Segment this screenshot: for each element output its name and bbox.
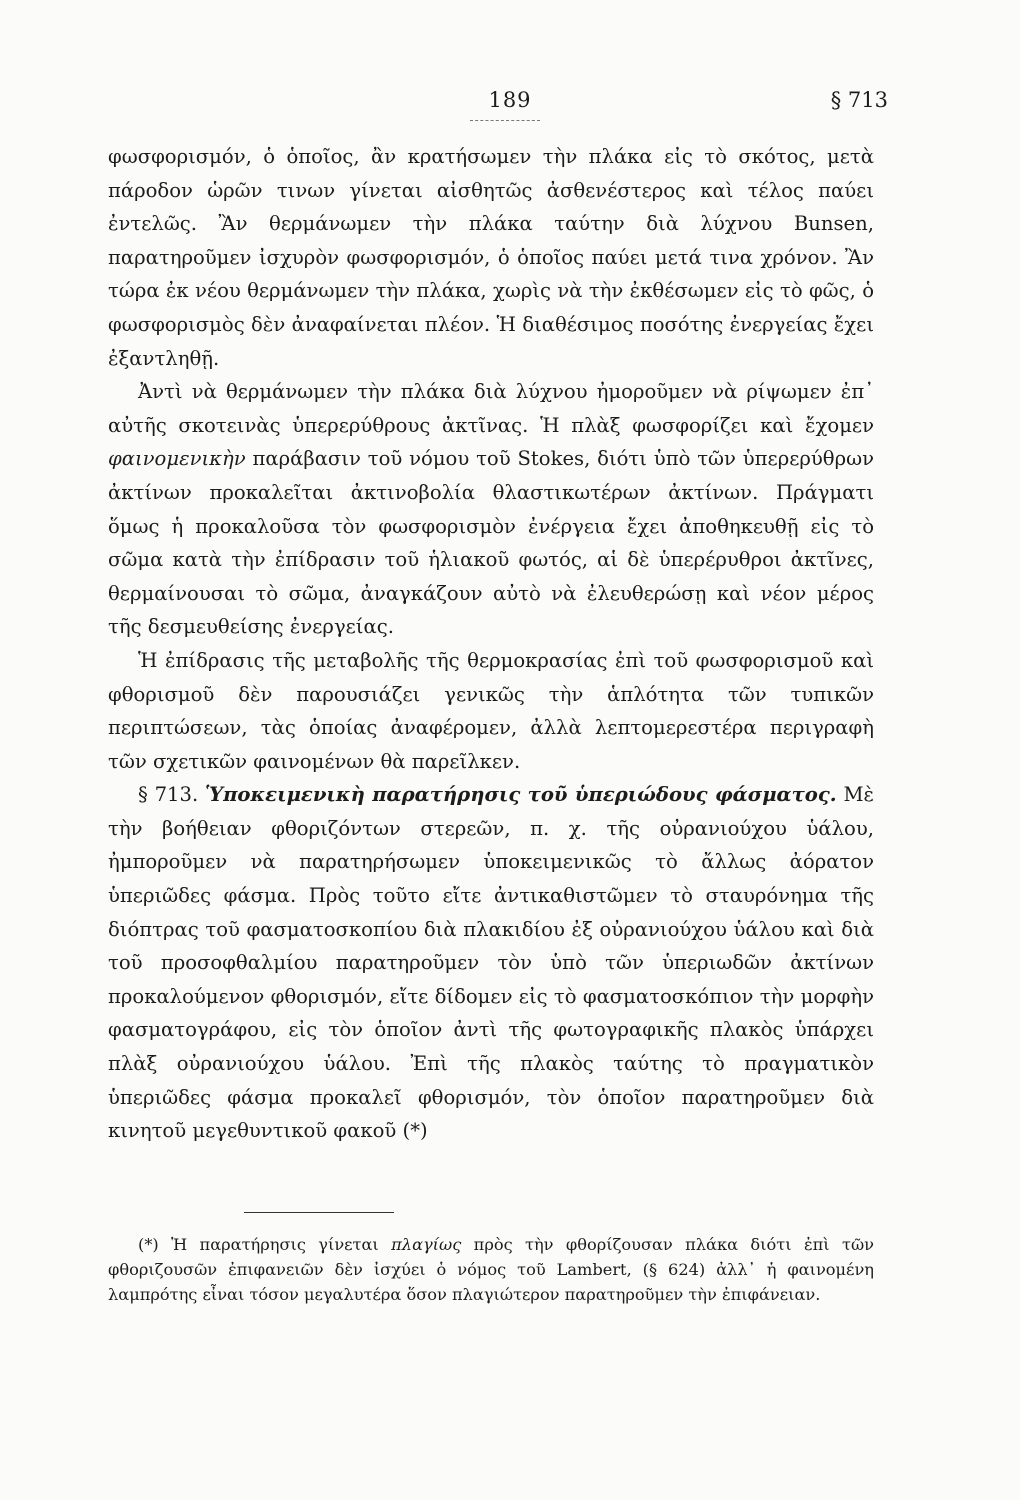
section-number: § 713.	[138, 783, 199, 807]
section-paragraph	[108, 778, 874, 1148]
paragraph-4: Μὲ τὴν βοήθειαν φθοριζόντων στερεῶν, π. χ. τῆς οὐρανιούχου ὑάλου, ἠμποροῦμεν νὰ παρατηρήσωμεν ὑποκειμενικῶς τὸ ἄλλως ἀόρατον ὑπεριῶδες φάσμα. Πρὸς τοῦτο εἴτε ἀντικαθιστῶμεν τὸ σταυρόνημα τῆς διόπτρας τοῦ φασματοσκοπίου διὰ πλακιδίου ἐξ οὐρανιούχου ὑάλου καὶ διὰ τοῦ προσοφθαλμίου παρατηροῦμεν τὸν ὑπὸ τῶν ὑπεριωδῶν ἀκτίνων προκαλούμενον φθορισμόν, εἴτε δίδομεν εἰς τὸ φασματοσκόπιον τὴν μορφὴν φασματογράφου, εἰς τὸν ὁποῖον ἀντὶ τῆς φωτογραφικῆς πλακὸς ὑπάρχει πλὰξ οὐρανιούχου ὑάλου. Ἐπὶ τῆς πλακὸς ταύτης τὸ πραγματικὸν ὑπεριῶδες φάσμα προκαλεῖ φθορισμόν, τὸν ὁποῖον παρατηροῦμεν διὰ κινητοῦ μεγεθυντικοῦ φακοῦ (*)	[108, 783, 875, 1143]
paragraph-2-part-b: παράβασιν τοῦ νόμου τοῦ Stokes, διότι ὑπὸ τῶν ὑπερερύθρων ἀκτίνων προκαλεῖται ἀκτινοβολία θλαστικωτέρων ἀκτίνων. Πράγματι ὅμως ἡ προκαλοῦσα τὸν φωσφορισμὸν ἐνέργεια ἔχει ἀποθηκευθῇ εἰς τὸ σῶμα κατὰ τὴν ἐπίδρασιν τοῦ ἡλιακοῦ φωτός, αἱ δὲ ὑπερέρυθροι ἀκτῖνες, θερμαίνουσαι τὸ σῶμα, ἀναγκάζουν αὐτὸ νὰ ἐλευθερώσῃ καὶ νέον μέρος τῆς δεσμευθείσης ἐνεργείας.	[108, 447, 874, 639]
running-section-marker: § 713	[830, 88, 888, 112]
footnote-paragraph	[108, 1232, 874, 1307]
footnote-text-b: πρὸς τὴν φθορίζουσαν πλάκα διότι ἐπὶ τῶν φθοριζουσῶν ἐπιφανειῶν δὲν ἰσχύει ὁ νόμος τοῦ Lambert, (§ 624) ἀλλ᾽ ἡ φαινομένη λαμπρότης εἶναι τόσον μεγαλυτέρα ὅσον πλαγιώτερον παρατηροῦμεν τὴν ἐπιφάνειαν.	[108, 1235, 874, 1304]
page-number-rule	[470, 120, 540, 121]
footnote-separator	[244, 1212, 394, 1213]
section-title: Ὑποκειμενικὴ παρατήρησις τοῦ ὑπεριώδους φάσματος.	[205, 783, 837, 807]
footnote	[108, 1232, 874, 1307]
footnote-marker: (*)	[138, 1235, 159, 1254]
paragraph-1: φωσφορισμόν, ὁ ὁποῖος, ἂν κρατήσωμεν τὴν πλάκα εἰς τὸ σκότος, μετὰ πάροδον ὡρῶν τινων γίνεται αἰσθητῶς ἀσθενέστερος καὶ τέλος παύει ἐντελῶς. Ἂν θερμάνωμεν τὴν πλάκα ταύτην διὰ λύχνου Bunsen, παρατηροῦμεν ἰσχυρὸν φωσφορισμόν, ὁ ὁποῖος παύει μετά τινα χρόνον. Ἂν τώρα ἐκ νέου θερμάνωμεν τὴν πλάκα, χωρὶς νὰ τὴν ἐκθέσωμεν εἰς τὸ φῶς, ὁ φωσφορισμὸς δὲν ἀναφαίνεται πλέον. Ἡ διαθέσιμος ποσότης ἐνεργείας ἔχει ἐξαντληθῇ.	[108, 145, 874, 370]
footnote-text-a: Ἡ παρατήρησις γίνεται	[158, 1235, 392, 1254]
paragraph-2	[108, 375, 874, 644]
footnote-italic-term: πλαγίως	[391, 1235, 462, 1254]
paragraph-2-italic-term: φαινομενικὴν	[108, 447, 246, 471]
main-text	[108, 140, 874, 1148]
paragraph-3: Ἡ ἐπίδρασις τῆς μεταβολῆς τῆς θερμοκρασίας ἐπὶ τοῦ φωσφορισμοῦ καὶ φθορισμοῦ δὲν παρουσιάζει γενικῶς τὴν ἁπλότητα τῶν τυπικῶν περιπτώσεων, τὰς ὁποίας ἀναφέρομεν, ἀλλὰ λεπτομερεστέρα περιγραφὴ τῶν σχετικῶν φαινομένων θὰ παρεῖλκεν.	[108, 648, 874, 773]
page-number: 189	[488, 88, 532, 112]
paragraph-2-part-a: Ἀντὶ νὰ θερμάνωμεν τὴν πλάκα διὰ λύχνου ἠμοροῦμεν νὰ ρίψωμεν ἐπ᾽ αὐτῆς σκοτεινὰς ὑπερερύθρους ἀκτῖνας. Ἡ πλὰξ φωσφορίζει καὶ ἔχομεν	[108, 380, 874, 437]
